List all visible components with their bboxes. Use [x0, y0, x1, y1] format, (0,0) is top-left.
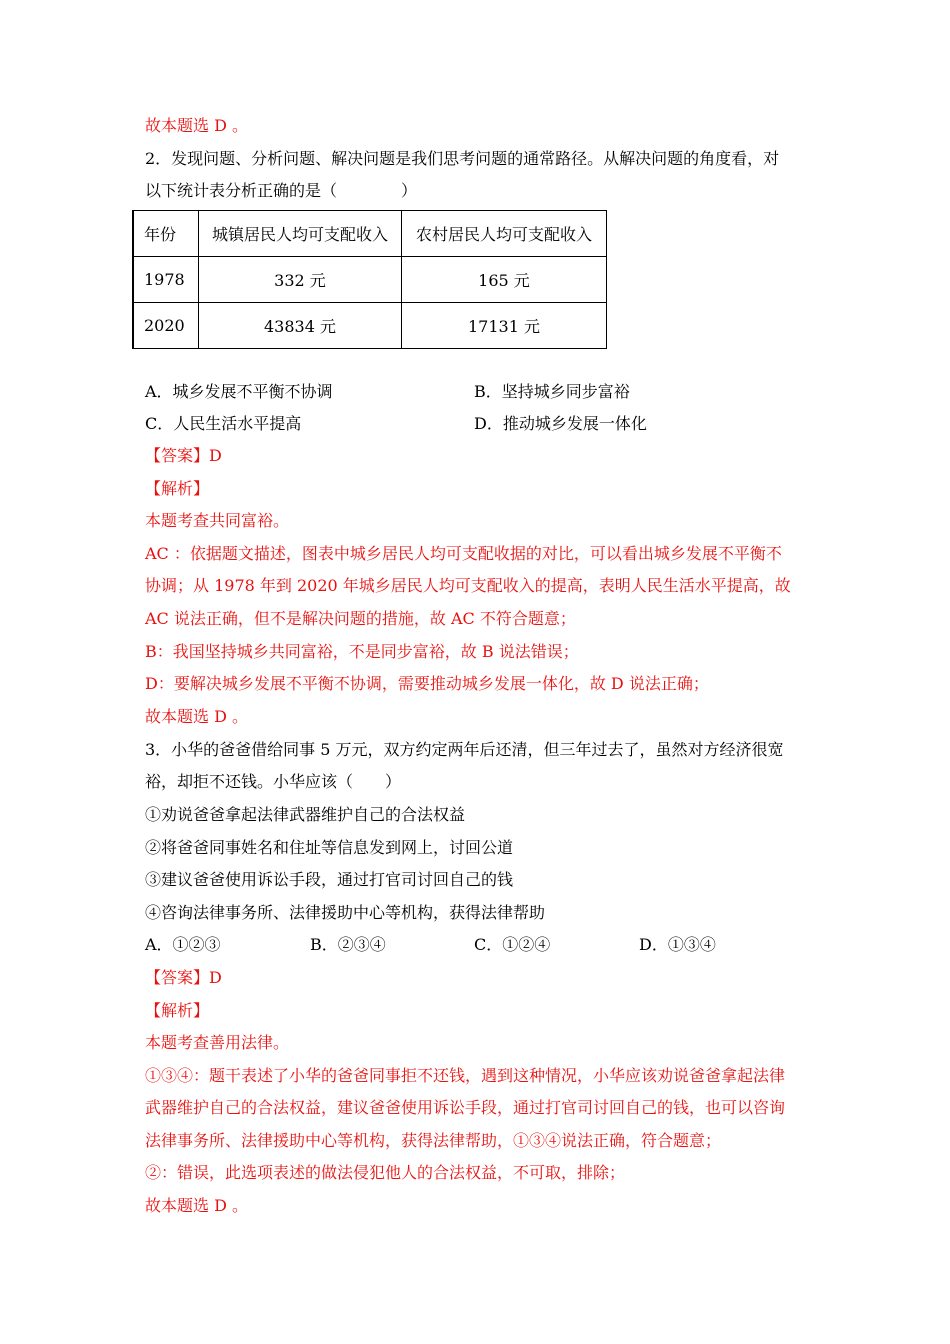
q3-analysis-line: ②：错误，此选项表述的做法侵犯他人的合法权益，不可取，排除； — [145, 1163, 626, 1182]
table-cell: 43834 元 — [199, 303, 402, 349]
q3-answer: 【答案】D — [145, 968, 222, 987]
question-2-stem: 2．发现问题、分析问题、解决问题是我们思考问题的通常路径。从解决问题的角度看，对 — [145, 149, 780, 168]
q3-statement-2: ②将爸爸同事姓名和住址等信息发到网上，讨回公道 — [145, 838, 514, 857]
q3-analysis-line: ①③④：题干表述了小华的爸爸同事拒不还钱，遇到这种情况，小华应该劝说爸爸拿起法律 — [145, 1066, 786, 1085]
table-cell: 1978 — [133, 257, 199, 303]
question-3-stem: 3．小华的爸爸借给同事 5 万元，双方约定两年后还清，但三年过去了，虽然对方经济很宽 — [145, 740, 784, 759]
q2-analysis-line: B：我国坚持城乡共同富裕，不是同步富裕，故 B 说法错误； — [145, 642, 579, 661]
q2-conclusion: 故本题选 D 。 — [145, 707, 249, 726]
q3-option-a: A．①②③ — [145, 935, 221, 954]
q3-option-b: B．②③④ — [310, 935, 386, 954]
q2-option-a: A．城乡发展不平衡不协调 — [145, 382, 333, 401]
table-cell: 2020 — [133, 303, 199, 349]
table-cell: 17131 元 — [402, 303, 607, 349]
q3-statement-4: ④咨询法律事务所、法律援助中心等机构，获得法律帮助 — [145, 903, 546, 922]
q3-analysis-line: 本题考查善用法律。 — [145, 1033, 290, 1052]
q2-option-c: C．人民生活水平提高 — [145, 414, 302, 433]
q2-analysis-line: AC ：依据题文描述，图表中城乡居民人均可支配收据的对比，可以看出城乡发展不平衡不 — [145, 544, 782, 563]
q3-option-c: C．①②④ — [474, 935, 551, 954]
q2-answer: 【答案】D — [145, 446, 222, 465]
q3-analysis-line: 武器维护自己的合法权益，建议爸爸使用诉讼手段，通过打官司讨回自己的钱，也可以咨询 — [145, 1098, 786, 1117]
q2-analysis-line: 本题考查共同富裕。 — [145, 511, 290, 530]
table-header-cell: 农村居民人均可支配收入 — [402, 211, 607, 257]
table-cell: 332 元 — [199, 257, 402, 303]
q2-option-d: D．推动城乡发展一体化 — [474, 414, 647, 433]
question-3-stem-cont: 裕，却拒不还钱。小华应该（ ） — [145, 772, 402, 791]
q3-conclusion: 故本题选 D 。 — [145, 1196, 249, 1215]
q2-analysis-line: 协调；从 1978 年到 2020 年城乡居民人均可支配收入的提高，表明人民生活水平提高，故 — [145, 576, 791, 595]
table-row — [133, 303, 607, 349]
q3-option-d: D．①③④ — [639, 935, 716, 954]
q3-statement-1: ①劝说爸爸拿起法律武器维护自己的合法权益 — [145, 805, 466, 824]
q3-analysis-line: 法律事务所、法律援助中心等机构，获得法律帮助，①③④说法正确，符合题意； — [145, 1131, 722, 1150]
q2-analysis-line: AC 说法正确，但不是解决问题的措施，故 AC 不符合题意； — [145, 609, 576, 628]
table-cell: 165 元 — [402, 257, 607, 303]
q3-statement-3: ③建议爸爸使用诉讼手段，通过打官司讨回自己的钱 — [145, 870, 514, 889]
q2-option-b: B．坚持城乡同步富裕 — [474, 382, 630, 401]
q2-analysis-line: D：要解决城乡发展不平衡不协调，需要推动城乡发展一体化，故 D 说法正确； — [145, 674, 709, 693]
table-header-cell: 年份 — [133, 211, 199, 257]
conclusion-line: 故本题选 D 。 — [145, 116, 249, 135]
q3-analysis-heading: 【解析】 — [145, 1001, 210, 1020]
question-2-stem-cont: 以下统计表分析正确的是（ ） — [145, 181, 418, 200]
table-header-row — [133, 211, 607, 257]
table-row — [133, 257, 607, 303]
table-header-cell: 城镇居民人均可支配收入 — [199, 211, 402, 257]
income-statistics-table — [132, 210, 607, 349]
q2-analysis-heading: 【解析】 — [145, 479, 210, 498]
